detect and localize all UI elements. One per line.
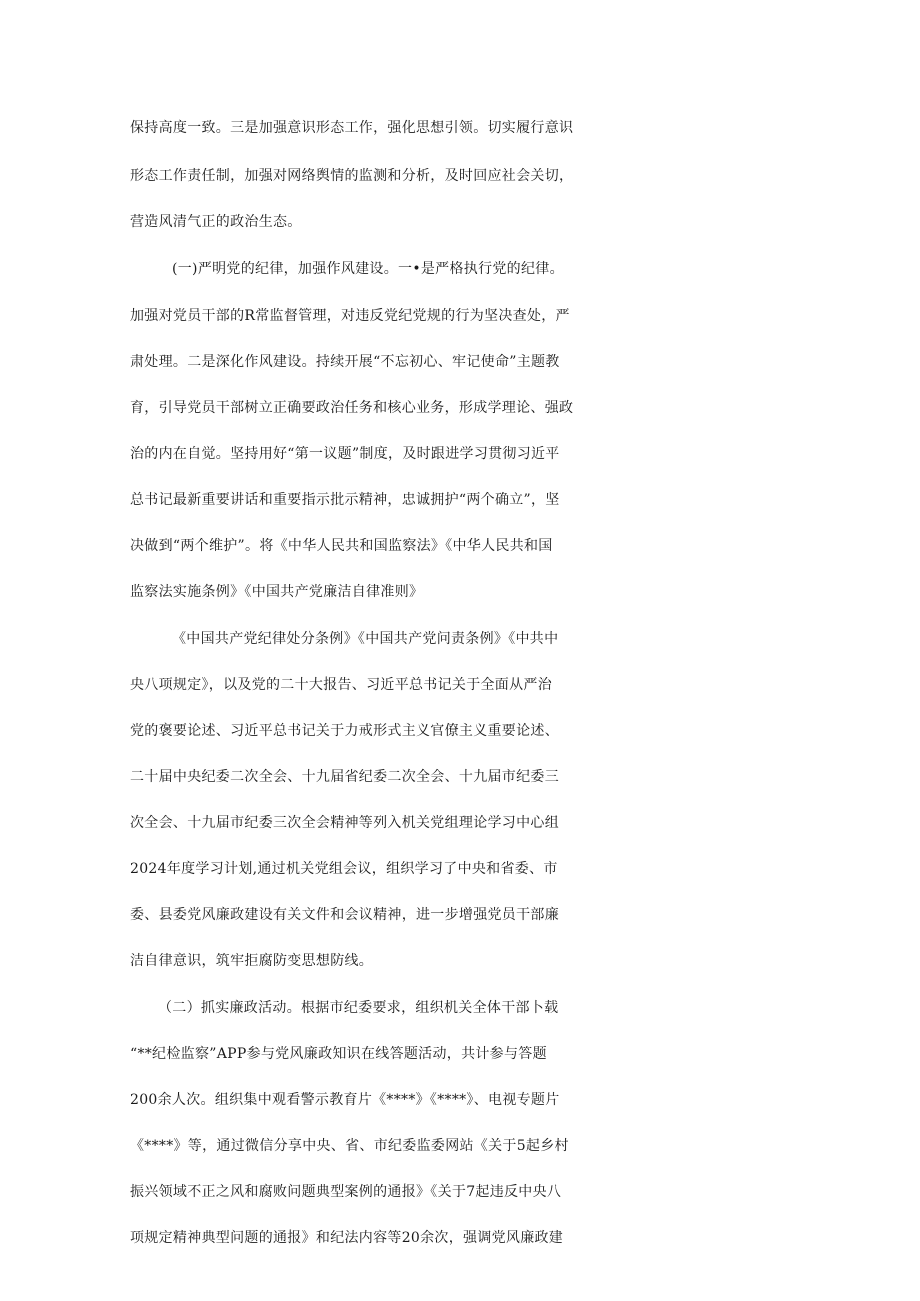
text-line: 二十届中央纪委二次全会、十九届省纪委二次全会、十九届市纪委三	[130, 769, 559, 785]
text-line: 委、县委党风廉政建设有关文件和会议精神，进一步增强党员干部廉	[130, 907, 559, 923]
text-line: “**纪检监察”APP参与党风廉政知识在线答题活动，共计参与答题	[130, 1046, 547, 1062]
text-line: 形态工作责任制，加强对网络舆情的监测和分析，及时回应社会关切，	[130, 168, 574, 184]
text-line: 总书记最新重要讲话和重要指示批示精神，忠诚拥护“两个确立”，坚	[130, 492, 560, 508]
section-heading-line: (一)严明党的纪律，加强作风建设。一•是严格执行党的纪律。	[172, 261, 564, 277]
text-line: 央八项规定》，以及党的二十大报告、习近平总书记关于全面从严治	[130, 677, 552, 693]
text-line: 洁自律意识，筑牢拒腐防变思想防线。	[130, 953, 374, 969]
text-line: 加强对党员干部的R常监督管理，对违反党纪党规的行为坚决查处，严	[130, 308, 570, 324]
text-line: 保持高度一致。三是加强意识形态工作，强化思想引领。切实履行意识	[130, 120, 574, 136]
text-line: 治的内在自觉。坚持用好“第一议题”制度，及时跟进学习贯彻习近平	[130, 446, 560, 462]
text-line: 党的褒要论述、习近平总书记关于力戒形式主义官僚主义重要论述、	[130, 723, 559, 739]
text-line: 200余人次。组织集中观看警示教育片《****》《****》、电视专题片	[130, 1092, 560, 1108]
text-line: 营造风清气正的政治生态。	[130, 214, 302, 230]
text-line: 决做到“两个维护”。将《中华人民共和国监察法》《中华人民共和国	[130, 538, 553, 554]
text-line: 振兴领域不正之风和腐败问题典型案例的通报》《关于7起违反中央八	[130, 1184, 562, 1200]
text-line: 《中国共产党纪律处分条例》《中国共产党问责条例》《中共中	[172, 631, 559, 647]
text-line: 次全会、十九届市纪委三次全会精神等列入机关党组理论学习中心组	[130, 815, 559, 831]
text-line: 《****》等，通过微信分享中央、省、市纪委监委网站《关于5起乡村	[130, 1138, 569, 1154]
section-heading-line: （二）抓实廉政活动。根据市纪委要求，组织机关全体干部卜载	[158, 1000, 559, 1016]
text-line: 育，引导党员干部树立正确要政治任务和核心业务，形成学理论、强政	[130, 400, 574, 416]
text-line: 监察法实施条例》《中国共产党廉洁自律准则》	[130, 584, 424, 600]
text-line: 2024年度学习计划,通过机关党组会议，组织学习了中央和省委、市	[130, 861, 558, 877]
text-line: 项规定精神典型问题的通报》和纪法内容等20余次，强调党风廉政建	[130, 1230, 564, 1246]
text-line: 肃处理。二是深化作风建设。持续开展“不忘初心、牢记使命”主题教	[130, 354, 560, 370]
